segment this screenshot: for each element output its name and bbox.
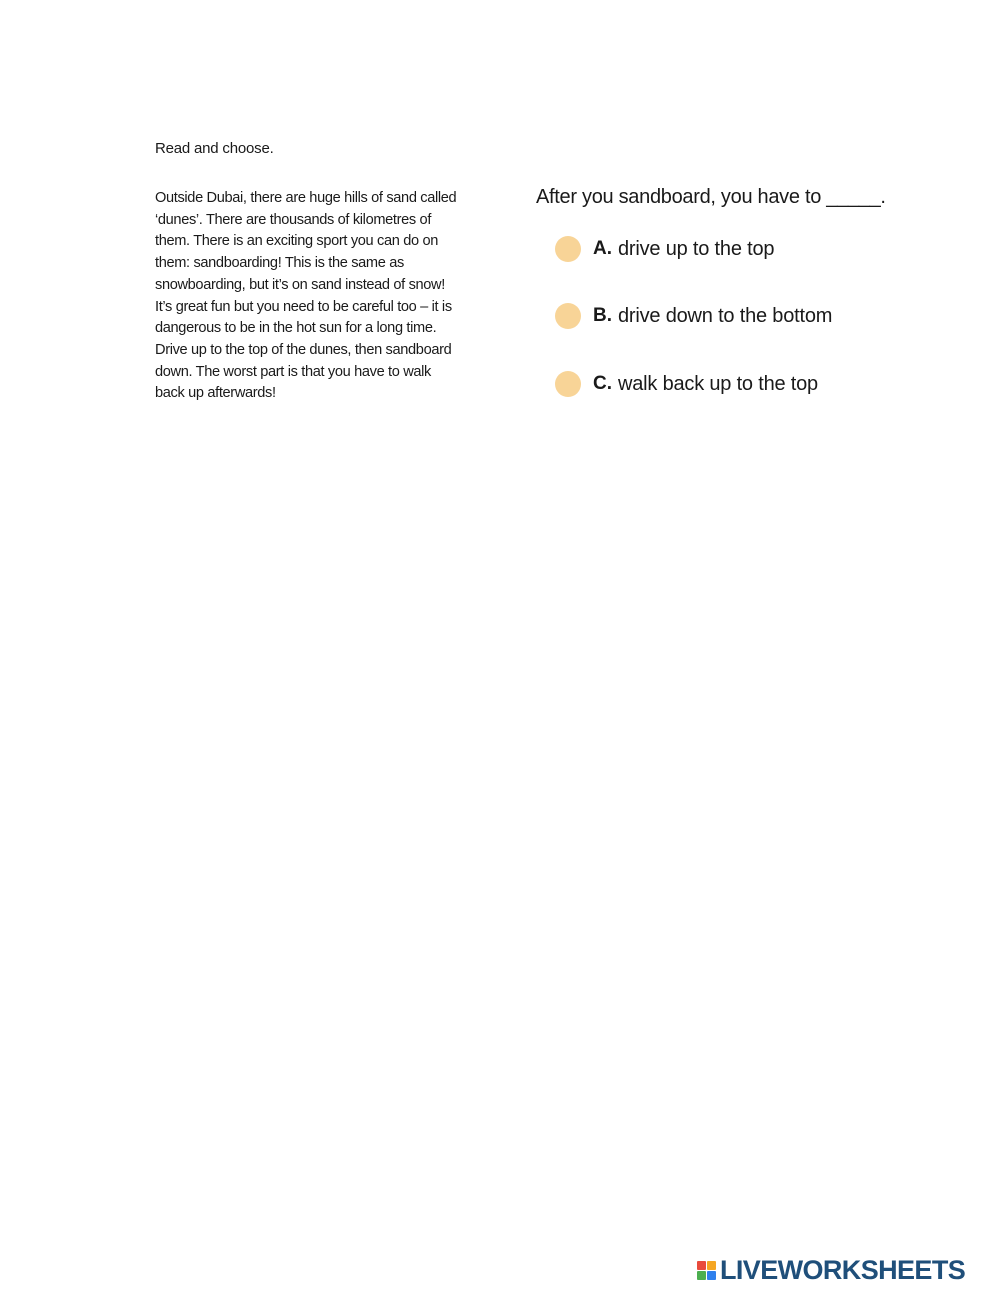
option-a-text: drive up to the top (618, 237, 775, 260)
passage-line: ‘dunes’. There are thousands of kilometres of (155, 211, 432, 228)
passage-line: them. There is an exciting sport you can do on (155, 233, 438, 250)
passage-line: dangerous to be in the hot sun for a long time. (155, 320, 437, 337)
option-b-letter: B. (593, 305, 612, 326)
passage-line: back up afterwards! (155, 385, 276, 402)
passage-line: Outside Dubai, there are huge hills of sand called (155, 190, 457, 206)
option-a[interactable] (555, 236, 774, 262)
option-c-text: walk back up to the top (618, 372, 818, 395)
option-c-radio[interactable] (555, 371, 581, 397)
liveworksheets-logo (697, 1255, 965, 1285)
liveworksheets-logo-icon (697, 1261, 716, 1280)
option-a-radio[interactable] (555, 236, 581, 262)
instruction-text: Read and choose. (155, 140, 274, 157)
question-text: After you sandboard, you have to _____. (536, 186, 886, 208)
passage-line: them: sandboarding! This is the same as (155, 255, 404, 272)
liveworksheets-logo-text: LIVEWORKSHEETS (720, 1254, 966, 1285)
passage-line: Drive up to the top of the dunes, then sandboard (155, 341, 452, 358)
option-b-text: drive down to the bottom (618, 304, 833, 327)
passage-line: snowboarding, but it’s on sand instead of snow! (155, 276, 445, 293)
reading-passage (155, 188, 495, 405)
option-b-radio[interactable] (555, 303, 581, 329)
option-c-letter: C. (593, 373, 612, 394)
passage-line: down. The worst part is that you have to walk (155, 363, 432, 380)
option-b[interactable] (555, 303, 832, 329)
option-c[interactable] (555, 371, 818, 397)
passage-line: It’s great fun but you need to be careful too – it is (155, 298, 452, 315)
option-a-letter: A. (593, 238, 612, 259)
